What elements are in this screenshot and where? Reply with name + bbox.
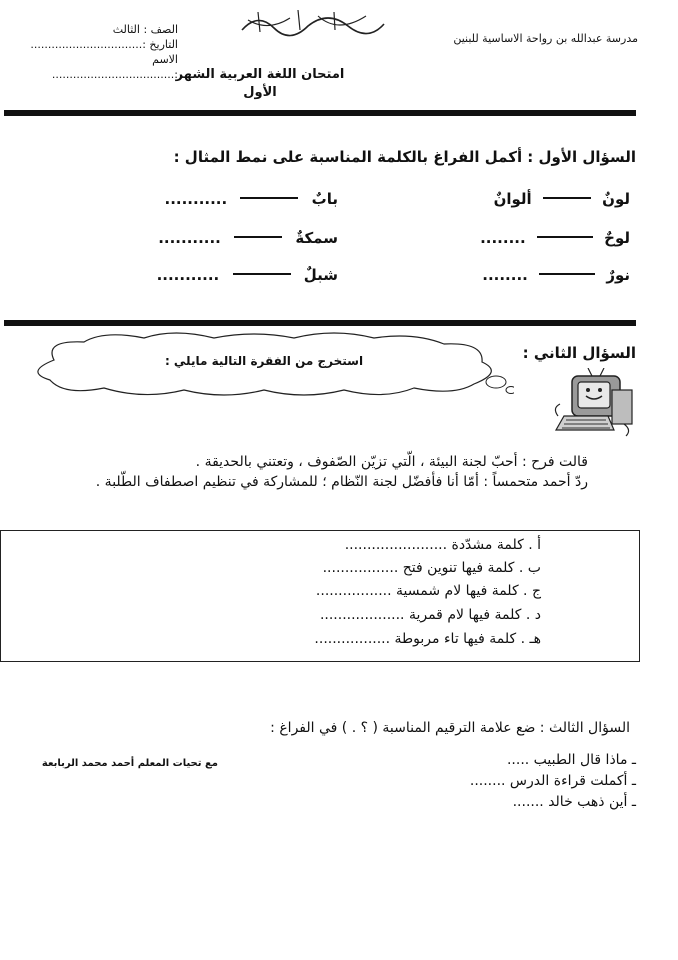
q1-row-2-right (480, 229, 630, 247)
q2-item: ج . كلمة فيها لام شمسية ................. (315, 583, 541, 599)
name-label: الاسم :................................... (51, 53, 178, 81)
q3-title: السؤال الثالث : ضع علامة الترقيم المناسبة ( ؟ . ) في الفراغ : (270, 720, 630, 736)
q1-word: لونٌ (602, 190, 630, 208)
q3-item: ـ ماذا قال الطبيب ..... (506, 752, 636, 768)
q1-word: شبلٌ (303, 266, 338, 284)
student-info (28, 22, 178, 82)
date-label: التاريخ :................................ (30, 38, 178, 51)
paragraph-line-1: قالت فرح : أحبّ لجنة البيئة ، الّتي تزيّن الصّفوف ، وتعتني بالحديقة . (195, 454, 588, 470)
basmala-calligraphy (238, 6, 388, 38)
q1-answer-blank: ........ (480, 229, 526, 247)
q1-row-2-left (158, 229, 338, 247)
grade-label: الصف : الثالث (112, 23, 178, 36)
q2-answer-box (0, 530, 640, 662)
q1-answer-blank: ........... (164, 190, 228, 208)
q1-row-3-right (482, 266, 630, 284)
teacher-note: مع تحيات المعلم أحمد محمد الربابعة (41, 758, 218, 769)
q2-item: د . كلمة فيها لام قمرية ................... (319, 607, 541, 623)
cloud-text: استخرج من الفقرة التالية مايلي : (164, 354, 364, 368)
exam-title-line1: امتحان اللغة العربية الشهر (175, 67, 345, 82)
computer-clipart-icon (552, 368, 634, 440)
q3-item: ـ أكملت قراءة الدرس ........ (469, 773, 636, 789)
q1-answer: ألوانٌ (493, 190, 532, 208)
q1-word: بابٌ (311, 190, 338, 208)
q2-item: ب . كلمة فيها تنوين فتح ................. (322, 560, 541, 576)
header-divider (4, 110, 636, 116)
exam-title (170, 66, 350, 102)
instruction-cloud (14, 330, 514, 400)
exam-title-line2: الأول (243, 85, 277, 100)
q2-item: هـ . كلمة فيها تاء مربوطة ................. (314, 631, 541, 647)
q1-divider (4, 320, 636, 326)
q1-answer-blank: ........... (156, 266, 220, 284)
q1-row-1-right (494, 190, 630, 208)
paragraph-line-2: ردّ أحمد متحمساً : أمّا أنا فأفضّل لجنة النّظام ؛ للمشاركة في تنظيم اصطفاف الطّلبة . (95, 474, 588, 490)
q1-title: السؤال الأول : أكمل الفراغ بالكلمة المناسبة على نمط المثال : (173, 148, 636, 166)
q1-word: لوحٌ (604, 229, 630, 247)
q2-paragraph (28, 452, 588, 492)
q1-row-1-left (165, 190, 339, 208)
school-name: مدرسة عبدالله بن رواحة الاساسية للبنين (453, 32, 638, 45)
q1-word: نورٌ (606, 266, 630, 284)
q1-answer-blank: ........ (482, 266, 528, 284)
q2-item: أ . كلمة مشدّدة ....................... (344, 537, 541, 553)
q1-word: سمكةٌ (295, 229, 338, 247)
q2-title: السؤال الثاني : (522, 344, 636, 362)
q3-item: ـ أين ذهب خالد ....... (512, 794, 636, 810)
q1-answer-blank: ........... (158, 229, 221, 247)
q1-row-3-left (157, 266, 338, 284)
q3-items (336, 750, 636, 813)
